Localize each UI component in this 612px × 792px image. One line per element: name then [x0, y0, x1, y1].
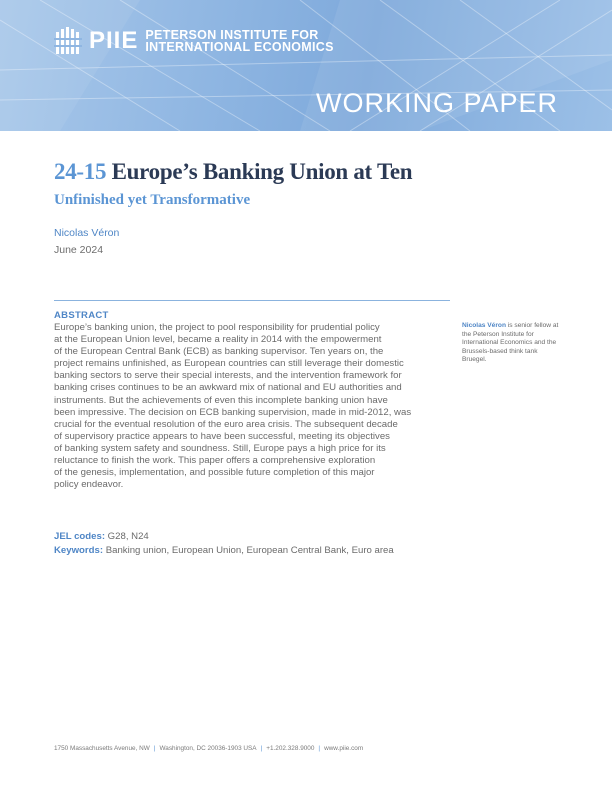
footer-address: 1750 Massachusetts Avenue, NW: [54, 745, 150, 752]
piie-logo[interactable]: [54, 26, 334, 56]
logo-name-line-1: PETERSON INSTITUTE FOR: [145, 28, 319, 42]
abstract-line: of the genesis, implementation, and possible future completion of this major: [54, 467, 375, 479]
paper-number: 24-15: [54, 159, 107, 184]
abstract-line: policy endeavor.: [54, 479, 124, 491]
abstract-heading: ABSTRACT: [54, 310, 109, 321]
paper-date: June 2024: [54, 244, 104, 256]
abstract-body: [54, 322, 454, 491]
piie-building-icon: [54, 26, 84, 56]
footer-separator: |: [318, 745, 321, 752]
jel-codes: [54, 531, 149, 542]
abstract-line: banking sectors to serve their special interests, and the intervention framework for: [54, 370, 402, 382]
abstract-line: of banking system safety and soundness. Still, Europe pays a high price for its: [54, 442, 386, 454]
paper-subtitle: Unfinished yet Transformative: [54, 192, 251, 208]
header-banner: [0, 0, 612, 131]
footer-separator: |: [153, 745, 156, 752]
keywords: [54, 545, 394, 556]
paper-title: [54, 159, 412, 185]
author-bio-text: is senior fellow at the Peterson Institute for International Economics and the Brussels-based think tank Bruegel.: [462, 322, 559, 364]
paper-title-text: Europe’s Banking Union at Ten: [111, 159, 413, 184]
jel-label: JEL codes:: [54, 531, 106, 542]
paper-author: Nicolas Véron: [54, 227, 120, 239]
abstract-line: Europe’s banking union, the project to pool responsibility for prudential policy: [54, 322, 380, 333]
footer-website-link[interactable]: www.piie.com: [324, 745, 364, 752]
keywords-label: Keywords:: [54, 545, 104, 556]
logo-acronym: PIIE: [89, 27, 139, 54]
abstract-line: been impressive. The decision on ECB banking supervision, made in mid-2012, was: [54, 406, 412, 418]
abstract-divider: [54, 300, 450, 301]
author-bio-note: [462, 322, 562, 365]
footer-separator: |: [260, 745, 263, 752]
series-label: WORKING PAPER: [315, 88, 558, 118]
author-bio-name: Nicolas Véron: [462, 322, 506, 329]
abstract-line: instruments. But the achievements of even this incomplete banking union have: [54, 394, 388, 406]
abstract-line: project remains unfinished, as European countries can still leverage their domestic: [54, 358, 404, 370]
logo-name-line-2: INTERNATIONAL ECONOMICS: [145, 40, 334, 54]
abstract-line: of the European Central Bank (ECB) as banking supervisor. Ten years on, the: [54, 346, 384, 358]
abstract-line: banking crises continues to be an awkward mix of national and EU authorities and: [54, 382, 402, 394]
abstract-line: of supervisory practice appears to have been successful, meeting its objectives: [54, 430, 390, 442]
abstract-line: at the European Union level, became a reality in 2014 with the empowerment: [54, 334, 382, 346]
page-footer: [54, 745, 363, 752]
jel-value: G28, N24: [105, 531, 149, 542]
abstract-line: reluctance to finish the work. This paper offers a comprehensive exploration: [54, 455, 376, 467]
footer-phone[interactable]: +1.202.328.9000: [266, 745, 315, 752]
footer-city: Washington, DC 20036-1903 USA: [159, 745, 257, 752]
keywords-value: Banking union, European Union, European Central Bank, Euro area: [103, 545, 394, 556]
logo-institute-name: [145, 29, 333, 53]
abstract-line: crucial for the eventual resolution of the euro area crisis. The subsequent decade: [54, 418, 398, 430]
